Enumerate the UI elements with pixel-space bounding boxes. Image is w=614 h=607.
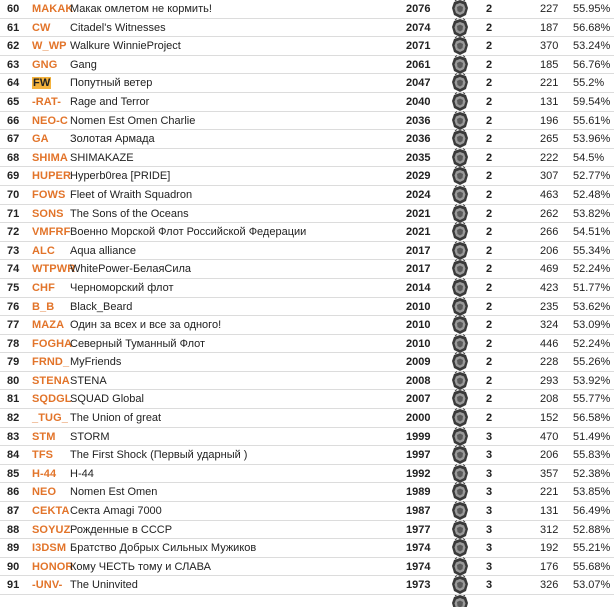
division-badge-icon [451, 222, 469, 242]
rank-cell: 71 [7, 207, 20, 220]
tier-cell: 3 [486, 542, 493, 555]
table-row [0, 521, 614, 540]
winrate-cell: 55.21% [573, 542, 611, 555]
winrate-cell: 55.34% [573, 244, 611, 257]
rank-cell: 62 [7, 40, 20, 53]
winrate-cell: 55.2% [573, 77, 605, 90]
clan-tag-link[interactable]: GA [32, 133, 49, 146]
tier-cell: 3 [486, 523, 493, 536]
battles-cell: 307 [540, 170, 559, 183]
rank-cell: 77 [7, 319, 20, 332]
table-row [0, 390, 614, 409]
clan-name-link[interactable]: Рожденные в СССР [70, 523, 173, 536]
rating-cell: 1987 [406, 505, 431, 518]
tier-cell: 3 [486, 579, 493, 592]
rating-cell: 2000 [406, 412, 431, 425]
rating-cell: 2071 [406, 40, 431, 53]
winrate-cell: 56.58% [573, 412, 611, 425]
division-badge-icon [451, 389, 469, 409]
table-row [0, 56, 614, 75]
battles-cell: 469 [540, 263, 559, 276]
rank-cell: 80 [7, 374, 20, 387]
winrate-cell: 55.83% [573, 449, 611, 462]
battles-cell: 131 [540, 505, 559, 518]
division-badge-icon [451, 166, 469, 186]
winrate-cell: 56.49% [573, 505, 611, 518]
rating-cell: 2024 [406, 188, 431, 201]
battles-cell: 357 [540, 467, 559, 480]
battles-cell: 423 [540, 281, 559, 294]
battles-cell: 176 [540, 560, 559, 573]
rating-cell: 2010 [406, 337, 431, 350]
table-row [0, 353, 614, 372]
clan-tag-link[interactable]: STM [32, 430, 56, 443]
clan-tag-link[interactable]: CHF [32, 281, 55, 294]
rank-cell: 67 [7, 133, 20, 146]
rating-cell: 1999 [406, 430, 431, 443]
table-row [0, 558, 614, 577]
tier-cell: 2 [486, 170, 493, 183]
clan-tag-link[interactable]: H-44 [32, 467, 57, 480]
clan-name-link[interactable]: Макак омлетом не кормить! [70, 3, 212, 15]
tier-cell: 2 [486, 337, 493, 350]
battles-cell: 196 [540, 114, 559, 127]
table-row [0, 279, 614, 298]
clan-tag-link[interactable]: HONOR [32, 560, 74, 573]
clan-tag-link[interactable]: FW [33, 77, 51, 90]
division-badge-icon [451, 259, 469, 279]
tier-cell: 2 [486, 58, 493, 71]
rank-cell: 88 [7, 523, 20, 536]
tier-cell: 2 [486, 226, 493, 239]
rating-cell: 2021 [406, 226, 431, 239]
rank-cell: 70 [7, 188, 20, 201]
tier-cell: 2 [486, 95, 493, 108]
clan-name-link[interactable]: Военно Морской Флот Российской Федерации [70, 226, 307, 239]
table-row [0, 298, 614, 317]
clan-tag-link[interactable]: CEKTA [32, 505, 70, 518]
rating-cell: 2014 [406, 281, 431, 294]
battles-cell: 221 [540, 486, 559, 499]
tier-cell: 2 [486, 151, 493, 164]
table-row [0, 74, 614, 93]
winrate-cell: 52.24% [573, 337, 611, 350]
clan-tag-link[interactable]: SQDGL [32, 393, 72, 406]
division-badge-icon [451, 482, 469, 502]
battles-cell: 185 [540, 58, 559, 71]
battles-cell: 463 [540, 188, 559, 201]
winrate-cell: 59.54% [573, 95, 611, 108]
table-row [0, 242, 614, 261]
table-row [0, 502, 614, 521]
tier-cell: 2 [486, 319, 493, 332]
rating-cell: 2017 [406, 244, 431, 257]
rank-cell: 63 [7, 58, 20, 71]
division-badge-icon [451, 371, 469, 391]
division-badge-icon [451, 408, 469, 428]
rank-cell: 81 [7, 393, 20, 406]
clan-name-link[interactable]: Черноморский флот [70, 281, 174, 294]
winrate-cell: 53.09% [573, 319, 611, 332]
battles-cell: 312 [540, 523, 559, 536]
rating-cell: 1973 [406, 579, 431, 592]
clan-name-link[interactable]: Nomen Est Omen [70, 486, 158, 499]
clan-tag-link[interactable]: FRND_ [32, 356, 70, 369]
clan-name-link[interactable]: The Union of great [70, 412, 162, 425]
tier-cell: 2 [486, 281, 493, 294]
clan-tag-link[interactable]: STENA [32, 374, 70, 387]
table-row [0, 205, 614, 224]
clan-name-link[interactable]: Aqua alliance [70, 244, 137, 257]
division-badge-icon [451, 241, 469, 261]
winrate-cell: 53.92% [573, 374, 611, 387]
winrate-cell: 54.51% [573, 226, 611, 239]
rating-cell: 2021 [406, 207, 431, 220]
clan-name-link[interactable]: WhitePower-БелаяСила [70, 263, 192, 276]
rating-cell: 2074 [406, 21, 431, 34]
clan-tag-link[interactable]: HUPER [32, 170, 72, 183]
clan-tag-link[interactable]: NEO-C [32, 114, 68, 127]
clan-name-link[interactable]: Кому ЧЕСТЬ тому и СЛАВА [70, 560, 211, 573]
division-badge-icon [451, 427, 469, 447]
rank-cell: 61 [7, 21, 20, 34]
clan-name-link[interactable]: MyFriends [70, 356, 122, 369]
tier-cell: 3 [486, 430, 493, 443]
rating-cell: 2029 [406, 170, 431, 183]
battles-cell: 370 [540, 40, 559, 53]
tier-cell: 2 [486, 188, 493, 201]
division-badge-icon [451, 557, 469, 577]
rating-cell: 1997 [406, 449, 431, 462]
battles-cell: 262 [540, 207, 559, 220]
clan-name-link[interactable]: Black_Beard [70, 300, 133, 313]
rank-cell: 82 [7, 412, 20, 425]
rating-cell: 2010 [406, 300, 431, 313]
winrate-cell: 53.96% [573, 133, 611, 146]
clan-name-link[interactable]: SQUAD Global [70, 393, 144, 406]
rank-cell: 86 [7, 486, 20, 499]
battles-cell: 228 [540, 356, 559, 369]
clan-tag-link[interactable]: ALC [32, 244, 55, 257]
clan-tag-link[interactable]: B_B [32, 300, 55, 313]
winrate-cell: 55.61% [573, 114, 611, 127]
rank-cell: 60 [7, 3, 20, 15]
battles-cell: 192 [540, 542, 559, 555]
division-badge-icon [451, 148, 469, 168]
battles-cell: 324 [540, 319, 559, 332]
winrate-cell: 52.88% [573, 523, 611, 536]
clan-name-link[interactable]: The First Shock (Первый ударный ) [70, 449, 248, 462]
clan-tag-link[interactable]: TFS [32, 449, 54, 462]
rating-cell: 2007 [406, 393, 431, 406]
table-row [0, 0, 614, 19]
table-row [0, 186, 614, 205]
tier-cell: 2 [486, 356, 493, 369]
winrate-cell: 53.85% [573, 486, 611, 499]
battles-cell: 265 [540, 133, 559, 146]
winrate-cell: 53.07% [573, 579, 611, 592]
division-badge-icon [451, 73, 469, 93]
division-badge-icon [451, 129, 469, 149]
tier-cell: 3 [486, 560, 493, 573]
clan-tag-link[interactable]: CW [32, 21, 51, 34]
table-row [0, 167, 614, 186]
tier-cell: 2 [486, 3, 493, 15]
rating-cell: 2061 [406, 58, 431, 71]
division-badge-icon [451, 297, 469, 317]
clan-tag-link[interactable]: NEO [32, 486, 57, 499]
winrate-cell: 56.68% [573, 21, 611, 34]
rating-cell: 1992 [406, 467, 431, 480]
clan-name-link[interactable]: Hyperb0rea [PRIDE] [70, 170, 171, 183]
clan-tag-link[interactable]: MAKAK [32, 3, 74, 15]
winrate-cell: 53.24% [573, 40, 611, 53]
clan-name-link[interactable]: Walkure WinnieProject [70, 40, 181, 53]
rating-cell: 2009 [406, 356, 431, 369]
table-row [0, 576, 614, 595]
division-badge-icon [451, 464, 469, 484]
table-row [0, 37, 614, 56]
clan-name-link[interactable]: Gang [70, 58, 97, 71]
table-row [0, 483, 614, 502]
rating-cell: 2035 [406, 151, 431, 164]
battles-cell: 227 [540, 3, 559, 15]
rank-cell: 76 [7, 300, 20, 313]
rating-cell: 2076 [406, 3, 431, 15]
rating-cell: 2010 [406, 319, 431, 332]
battles-cell: 266 [540, 226, 559, 239]
clan-name-link[interactable]: H-44 [70, 467, 94, 480]
battles-cell: 222 [540, 151, 559, 164]
division-badge-icon [451, 0, 469, 19]
rank-cell: 74 [7, 263, 20, 276]
winrate-cell: 52.77% [573, 170, 611, 183]
table-row [0, 260, 614, 279]
clan-tag-link[interactable]: SONS [32, 207, 64, 220]
tier-cell: 2 [486, 263, 493, 276]
table-row [0, 316, 614, 335]
division-badge-icon [451, 575, 469, 595]
table-row [0, 335, 614, 354]
table-row [0, 19, 614, 38]
winrate-cell: 51.49% [573, 430, 611, 443]
winrate-cell: 51.77% [573, 281, 611, 294]
tier-cell: 2 [486, 207, 493, 220]
division-badge-icon [451, 595, 469, 607]
rating-cell: 2008 [406, 374, 431, 387]
clan-name-link[interactable]: Nomen Est Omen Charlie [70, 114, 196, 127]
tier-cell: 2 [486, 133, 493, 146]
rank-cell: 66 [7, 114, 20, 127]
rank-cell: 69 [7, 170, 20, 183]
rank-cell: 68 [7, 151, 20, 164]
rating-cell: 1974 [406, 542, 431, 555]
clan-name-link[interactable]: STENA [70, 374, 107, 387]
winrate-cell: 53.82% [573, 207, 611, 220]
division-badge-icon [451, 92, 469, 112]
clan-name-link[interactable]: Северный Туманный Флот [70, 337, 206, 350]
table-row [0, 372, 614, 391]
battles-cell: 470 [540, 430, 559, 443]
battles-cell: 206 [540, 449, 559, 462]
clan-name-link[interactable]: The Uninvited [70, 579, 138, 592]
tier-cell: 3 [486, 467, 493, 480]
clan-name-link[interactable]: Попутный ветер [70, 77, 153, 90]
clan-tag-link[interactable]: MAZA [32, 319, 65, 332]
tier-cell: 3 [486, 449, 493, 462]
table-row-partial [0, 595, 614, 607]
battles-cell: 235 [540, 300, 559, 313]
battles-cell: 206 [540, 244, 559, 257]
table-row [0, 409, 614, 428]
battles-cell: 131 [540, 95, 559, 108]
rank-cell: 72 [7, 226, 20, 239]
rank-cell: 83 [7, 430, 20, 443]
table-row [0, 149, 614, 168]
winrate-cell: 54.5% [573, 151, 605, 164]
rating-cell: 2036 [406, 133, 431, 146]
battles-cell: 293 [540, 374, 559, 387]
winrate-cell: 52.38% [573, 467, 611, 480]
clan-tag-link[interactable]: SOYUZ [32, 523, 71, 536]
winrate-cell: 55.68% [573, 560, 611, 573]
division-badge-icon [451, 185, 469, 205]
clan-tag-link[interactable]: VMFRF [32, 226, 71, 239]
tier-cell: 2 [486, 77, 493, 90]
battles-cell: 446 [540, 337, 559, 350]
rating-cell: 1977 [406, 523, 431, 536]
rating-cell: 2040 [406, 95, 431, 108]
clan-tag-link[interactable]: W_WP [32, 40, 67, 53]
battles-cell: 326 [540, 579, 559, 592]
table-row [0, 465, 614, 484]
clan-tag-link[interactable]: I3DSM [32, 542, 67, 555]
tier-cell: 2 [486, 21, 493, 34]
clan-name-link[interactable]: Братство Добрых Сильных Мужиков [70, 542, 257, 555]
rank-cell: 91 [7, 579, 20, 592]
winrate-cell: 55.26% [573, 356, 611, 369]
winrate-cell: 55.77% [573, 393, 611, 406]
winrate-cell: 52.24% [573, 263, 611, 276]
division-badge-icon [451, 204, 469, 224]
clan-name-link[interactable]: Один за всех и все за одного! [70, 319, 222, 332]
winrate-cell: 53.62% [573, 300, 611, 313]
rating-cell: 1974 [406, 560, 431, 573]
clan-name-link[interactable]: The Sons of the Oceans [70, 207, 189, 220]
clan-name-link[interactable]: Citadel's Witnesses [70, 21, 166, 34]
division-badge-icon [451, 445, 469, 465]
rank-cell: 64 [7, 77, 20, 90]
division-badge-icon [451, 538, 469, 558]
clan-tag-link[interactable]: -UNV- [32, 579, 63, 592]
rank-cell: 89 [7, 542, 20, 555]
rank-cell: 65 [7, 95, 20, 108]
clan-name-link[interactable]: Rage and Terror [70, 95, 150, 108]
rank-cell: 78 [7, 337, 20, 350]
division-badge-icon [451, 501, 469, 521]
rank-cell: 75 [7, 281, 20, 294]
division-badge-icon [451, 352, 469, 372]
tier-cell: 2 [486, 40, 493, 53]
table-row [0, 93, 614, 112]
rank-cell: 79 [7, 356, 20, 369]
division-badge-icon [451, 315, 469, 335]
table-row [0, 223, 614, 242]
table-row [0, 446, 614, 465]
clan-tag-link[interactable]: GNG [32, 58, 58, 71]
tier-cell: 2 [486, 412, 493, 425]
table-row [0, 130, 614, 149]
battles-cell: 187 [540, 21, 559, 34]
clan-name-link[interactable]: STORM [70, 430, 110, 443]
division-badge-icon [451, 111, 469, 131]
rating-cell: 2036 [406, 114, 431, 127]
rank-cell: 85 [7, 467, 20, 480]
battles-cell: 221 [540, 77, 559, 90]
tier-cell: 3 [486, 505, 493, 518]
battles-cell: 208 [540, 393, 559, 406]
clan-name-link[interactable]: SHIMAKAZE [70, 151, 134, 164]
tier-cell: 2 [486, 114, 493, 127]
division-badge-icon [451, 18, 469, 38]
tier-cell: 3 [486, 486, 493, 499]
clan-tag-link[interactable]: SHIMA [32, 151, 68, 164]
clan-tag-link[interactable]: WTPWR [32, 263, 76, 276]
rank-cell: 84 [7, 449, 20, 462]
clan-tag-link[interactable]: FOWS [32, 188, 66, 201]
clan-tag-link[interactable]: _TUG_ [32, 412, 68, 425]
table-row [0, 428, 614, 447]
clan-tag-link[interactable]: -RAT- [32, 95, 62, 108]
rank-cell: 90 [7, 560, 20, 573]
tier-cell: 2 [486, 393, 493, 406]
division-badge-icon [451, 278, 469, 298]
tier-cell: 2 [486, 374, 493, 387]
table-row [0, 112, 614, 131]
clan-name-link[interactable]: Fleet of Wraith Squadron [70, 188, 193, 201]
division-badge-icon [451, 334, 469, 354]
clan-tag-link[interactable]: FOGHA [32, 337, 73, 350]
division-badge-icon [451, 55, 469, 75]
winrate-cell: 52.48% [573, 188, 611, 201]
rating-cell: 1989 [406, 486, 431, 499]
rank-cell: 73 [7, 244, 20, 257]
division-badge-icon [451, 520, 469, 540]
clan-name-link[interactable]: Золотая Армада [70, 133, 155, 146]
rating-cell: 2047 [406, 77, 431, 90]
clan-name-link[interactable]: Секта Amagi 7000 [70, 505, 162, 518]
rating-cell: 2017 [406, 263, 431, 276]
division-badge-icon [451, 36, 469, 56]
battles-cell: 152 [540, 412, 559, 425]
table-row [0, 539, 614, 558]
winrate-cell: 55.95% [573, 3, 611, 15]
rank-cell: 87 [7, 505, 20, 518]
winrate-cell: 56.76% [573, 58, 611, 71]
tier-cell: 2 [486, 244, 493, 257]
tier-cell: 2 [486, 300, 493, 313]
